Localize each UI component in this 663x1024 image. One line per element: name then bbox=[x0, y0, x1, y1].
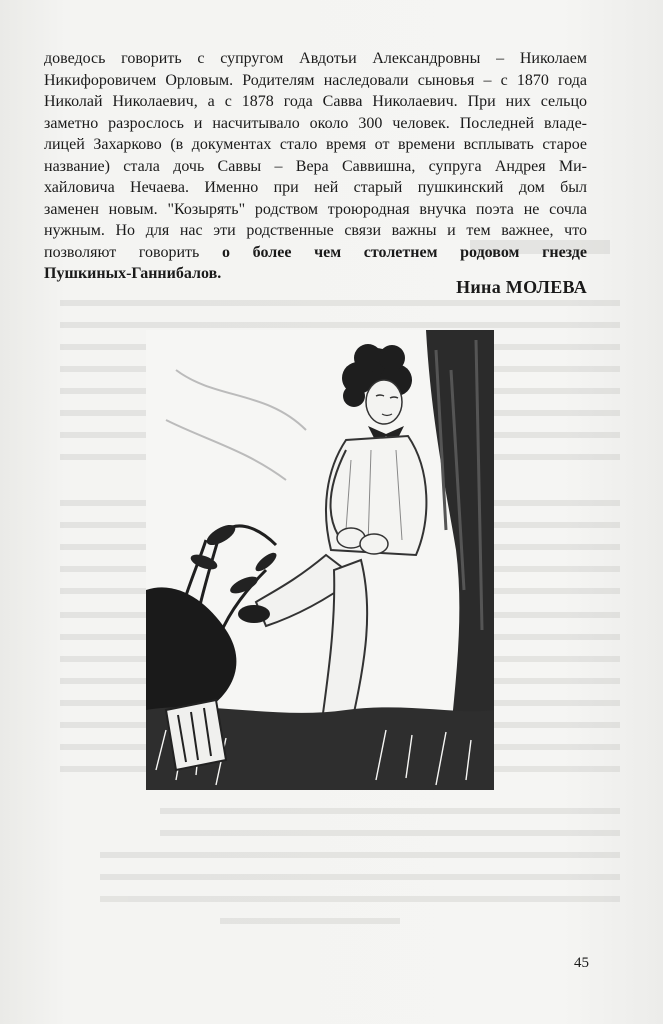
page-number: 45 bbox=[574, 955, 589, 971]
text-line-10 bbox=[44, 242, 587, 264]
text-line-3: Николай Николаевич, а с 1878 года Савва Николаевич. При них сельцо bbox=[44, 93, 587, 110]
text-line-1: доведось говорить с супругом Авдотьи Александровны – Николаем bbox=[44, 50, 587, 67]
text-line-10-regular: позволяют говорить bbox=[44, 243, 222, 261]
text-line-5: лицей Захарково (в документах стало время от времени всплывать старое bbox=[44, 136, 587, 153]
text-line-11: Пушкиных-Ганнибалов. bbox=[44, 265, 222, 282]
article-body bbox=[44, 48, 587, 285]
text-line-4: заметно разрослось и насчитывало около 300 человек. Последней владе- bbox=[44, 114, 587, 132]
text-line-9: нужным. Но для нас эти родственные связи важны и тем важнее, что bbox=[44, 222, 587, 239]
text-line-8: заменен новым. "Козырять" родством троюродная внучка поэта не сочла bbox=[44, 200, 587, 218]
text-line-7: хайловича Нечаева. Именно при ней старый пушкинский дом был bbox=[44, 179, 587, 196]
text-line-10-bold: о более чем столетнем родовом гнезде bbox=[222, 243, 588, 261]
author-signature: Нина МОЛЕВА bbox=[456, 277, 587, 297]
text-line-2: Никифоровичем Орловым. Родителям наследовали сыновья – с 1870 года bbox=[44, 71, 587, 89]
pushkin-illustration bbox=[146, 330, 494, 790]
text-line-6: название) стала дочь Саввы – Вера Саввишна, супруга Андрея Ми- bbox=[44, 157, 587, 175]
